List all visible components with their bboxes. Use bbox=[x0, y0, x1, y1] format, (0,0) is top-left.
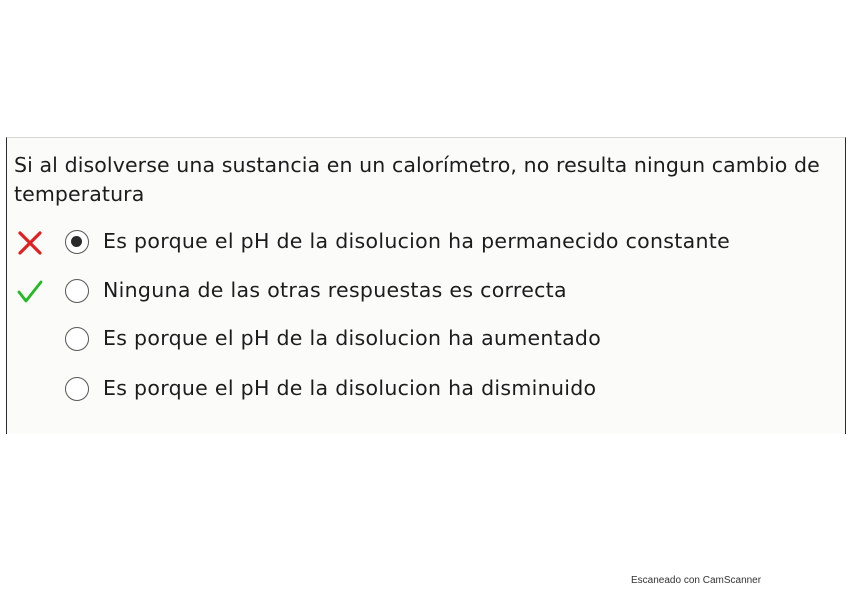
option-label: Ninguna de las otras respuestas es correcta bbox=[103, 278, 567, 302]
quiz-question-panel bbox=[6, 137, 846, 434]
cross-icon bbox=[16, 229, 44, 257]
radio-selected-dot bbox=[71, 236, 82, 247]
option-label: Es porque el pH de la disolucion ha disminuido bbox=[103, 376, 597, 400]
option-label: Es porque el pH de la disolucion ha aumentado bbox=[103, 326, 602, 350]
radio-button-selected[interactable] bbox=[65, 230, 89, 254]
question-text: Si al disolverse una sustancia en un calorímetro, no resulta ningun cambio de temperatura bbox=[14, 153, 820, 206]
answer-option-3[interactable] bbox=[7, 323, 841, 355]
scanner-watermark: Escaneado con CamScanner bbox=[631, 575, 762, 586]
answer-option-4[interactable] bbox=[7, 373, 841, 405]
radio-button[interactable] bbox=[65, 377, 89, 401]
option-label: Es porque el pH de la disolucion ha permanecido constante bbox=[103, 229, 730, 253]
check-icon bbox=[16, 278, 44, 306]
answer-option-2[interactable] bbox=[7, 275, 841, 307]
answer-option-1[interactable] bbox=[7, 226, 841, 258]
radio-button[interactable] bbox=[65, 327, 89, 351]
radio-button[interactable] bbox=[65, 279, 89, 303]
